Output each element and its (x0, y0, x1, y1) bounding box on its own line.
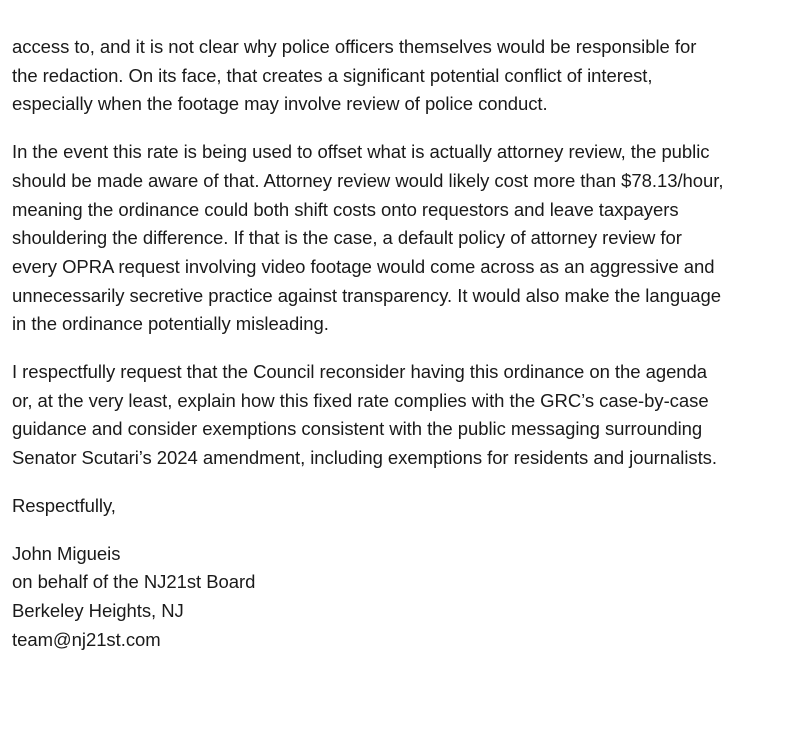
text-line: every OPRA request involving video footage would come across as an aggressive and (12, 255, 715, 277)
text-line: access to, and it is not clear why police officers themselves would be responsible for (12, 36, 697, 57)
text-line: should be made aware of that. Attorney review would likely cost more than $78.13/hour, (12, 169, 724, 191)
text-line: I respectfully request that the Council reconsider having this ordinance on the agenda (12, 361, 708, 383)
text-line: shouldering the difference. If that is the case, a default policy of attorney review for (12, 227, 682, 249)
signature-affiliation: on behalf of the NJ21st Board (12, 571, 256, 593)
paragraph-attorney-review (12, 138, 787, 339)
closing-text: Respectfully, (12, 494, 116, 516)
text-line: In the event this rate is being used to offset what is actually attorney review, the public (12, 141, 710, 163)
paragraph-request (12, 358, 787, 473)
text-line: or, at the very least, explain how this fixed rate complies with the GRC’s case-by-case (12, 389, 709, 411)
signature-email: team@nj21st.com (12, 628, 161, 650)
text-line: Senator Scutari’s 2024 amendment, including exemptions for residents and journalists. (12, 447, 717, 469)
signature-name: John Migueis (12, 542, 121, 564)
signature-location: Berkeley Heights, NJ (12, 599, 184, 621)
letter-body (12, 33, 787, 654)
text-line: in the ordinance potentially misleading. (12, 313, 329, 335)
closing (12, 492, 787, 521)
paragraph-conflict-of-interest (12, 33, 787, 119)
text-line: the redaction. On its face, that creates a significant potential conflict of interest, (12, 64, 653, 86)
text-line: especially when the footage may involve review of police conduct. (12, 93, 548, 115)
text-line: meaning the ordinance could both shift costs onto requestors and leave taxpayers (12, 198, 679, 220)
signature-block (12, 540, 787, 655)
text-line: guidance and consider exemptions consistent with the public messaging surrounding (12, 418, 703, 440)
text-line: unnecessarily secretive practice against transparency. It would also make the language (12, 284, 722, 306)
